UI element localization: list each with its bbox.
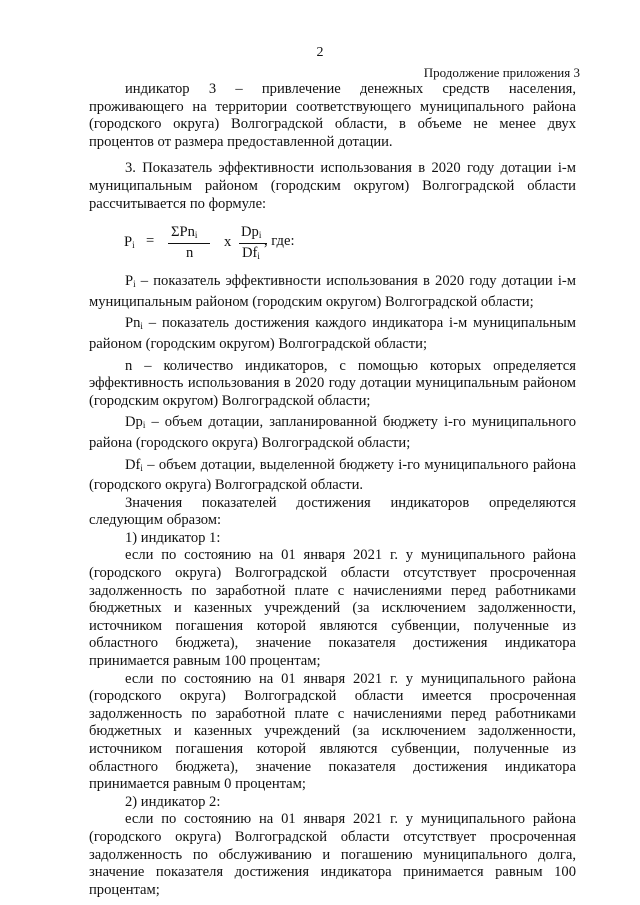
fraction-bar-1 — [168, 243, 210, 244]
formula-equals: = — [146, 233, 155, 250]
indicator-2-heading: 2) индикатор 2: — [125, 793, 221, 810]
definition-n: n – количество индикаторов, с помощью которых определяется эффективность использования в 2020 году дотации муниципальным районом (городским округом) Волгоградской области; — [89, 357, 576, 409]
definition-Pn: $Pn_i$ – показатель достижения каждого индикатора i-м муниципальным районом (городским округом) Волгоградской области; — [89, 315, 577, 352]
formula-denominator-2: $Df_i$ — [242, 245, 260, 262]
definition-Df: $Df_i$ – объем дотации, выделенной бюджету i-го муниципального района (городского округа) Волгоградской области. — [89, 456, 576, 494]
paragraph-indicator-1-case-b: если по состоянию на 01 января 2021 г. у муниципального района (городского округа) Волгоградской области имеется просроченная задолженность по заработной плате с начислениями перед работниками бюджетных и казенных учреждений (за исключением задолженности, источником погашения которой являются субвенции, полученные из областного бюджета), значение показателя достижения индикатора принимается равным 0 процентам; — [89, 670, 576, 793]
formula-lhs: $P_i$ — [124, 234, 135, 251]
paragraph-section-3: 3. Показатель эффективности использования в 2020 году дотации i-м муниципальным районом (городским округом) Волгоградской области рассчитывается по формуле: — [89, 160, 576, 212]
formula-numerator-1: ΣPn$_i$ — [171, 224, 198, 241]
paragraph-indicator-3: индикатор 3 – привлечение денежных средств населения, проживающего на территории соответствующего муниципального района (городского округа) Волгоградской области, в объеме не менее двух процентов от размера предоставленной дотации. — [89, 81, 576, 150]
continuation-note: Продолжение приложения 3 — [423, 65, 580, 80]
paragraph-values-intro: Значения показателей достижения индикаторов определяются следующим образом: — [89, 494, 576, 529]
formula-times: x — [224, 234, 232, 251]
paragraph-indicator-2-case-a: если по состоянию на 01 января 2021 г. у муниципального района (городского округа) Волгоградской области отсутствует просроченная задолженность по обслуживанию и погашению муниципального долга, значение показателя достижения индикатора принимается равным 100 процентам; — [89, 811, 576, 898]
indicator-1-heading: 1) индикатор 1: — [125, 529, 221, 546]
definition-P: $P_i$ – показатель эффективности использования в 2020 году дотации i-м муниципальным районом (городским округом) Волгоградской области; — [89, 273, 576, 310]
formula-denominator-1: n — [186, 245, 194, 262]
paragraph-indicator-1-case-a: если по состоянию на 01 января 2021 г. у муниципального района (городского округа) Волгоградской области отсутствует просроченная задолженность по заработной плате с начислениями перед работниками бюджетных и казенных учреждений (за исключением задолженности, источником погашения которой являются субвенции, полученные из областного бюджета), значение показателя достижения индикатора принимается равным 100 процентам; — [89, 547, 576, 670]
page-number: 2 — [316, 45, 324, 60]
definition-Dp: $Dp_i$ – объем дотации, запланированной бюджету i-го муниципального района (городского округа) Волгоградской области; — [89, 414, 576, 451]
formula — [124, 221, 576, 261]
fraction-bar-2 — [239, 243, 267, 244]
formula-where: , где: — [264, 233, 295, 250]
document-body — [89, 81, 576, 899]
formula-numerator-2: $Dp_i$ — [241, 224, 262, 241]
